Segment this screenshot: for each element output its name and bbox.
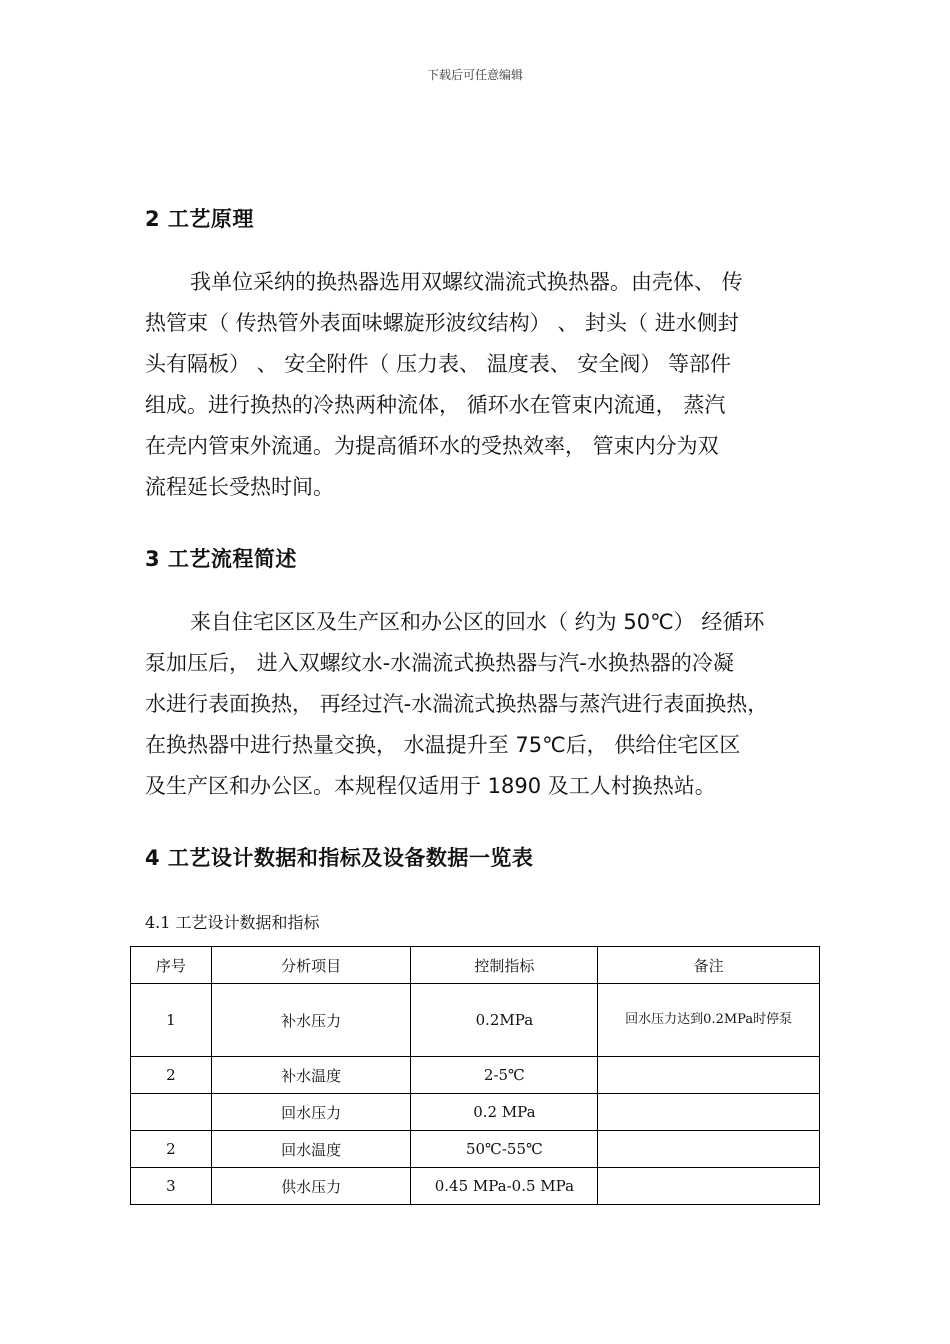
text-line: 组成。进行换热的冷热两种流体， 循环水在管束内流通， 蒸汽	[145, 393, 726, 417]
table-row	[131, 1168, 820, 1205]
table-cell: 50℃-55℃	[411, 1131, 598, 1168]
column-header: 控制指标	[411, 947, 598, 984]
text-line: 在壳内管束外流通。为提高循环水的受热效率， 管束内分为双	[145, 434, 719, 458]
table-cell: 回水温度	[211, 1131, 411, 1168]
page-header: 下载后可任意编辑	[426, 68, 523, 82]
table-row	[131, 1057, 820, 1094]
text-line: 头有隔板） 、 安全附件（ 压力表、 温度表、 安全阀） 等部件	[145, 352, 732, 376]
section-4-title: 4 工艺设计数据和指标及设备数据一览表	[145, 846, 534, 870]
text-line: 泵加压后， 进入双螺纹水-水湍流式换热器与汽-水换热器的冷凝	[145, 651, 734, 675]
table-cell: 0.2 MPa	[411, 1094, 598, 1131]
table-row	[131, 984, 820, 1057]
table-cell: 0.45 MPa-0.5 MPa	[411, 1168, 598, 1205]
table-cell: 回水压力达到0.2MPa时停泵	[598, 984, 820, 1057]
table-header-row	[131, 947, 820, 984]
table-cell	[598, 1168, 820, 1205]
table-cell	[598, 1057, 820, 1094]
table-cell	[598, 1094, 820, 1131]
table-cell: 供水压力	[211, 1168, 411, 1205]
text-line: 流程延长受热时间。	[145, 475, 334, 499]
table-row	[131, 1094, 820, 1131]
table-cell: 2	[131, 1131, 212, 1168]
section-3-title: 3 工艺流程简述	[145, 547, 297, 571]
text-line: 我单位采纳的换热器选用双螺纹湍流式换热器。由壳体、 传	[190, 270, 743, 294]
table-cell	[131, 1094, 212, 1131]
table-cell: 0.2MPa	[411, 984, 598, 1057]
table-row	[131, 1131, 820, 1168]
text-line: 在换热器中进行热量交换， 水温提升至 75℃后， 供给住宅区区	[145, 733, 741, 757]
table-cell: 补水压力	[211, 984, 411, 1057]
text-line: 及生产区和办公区。本规程仅适用于 1890 及工人村换热站。	[145, 774, 716, 798]
text-line: 来自住宅区区及生产区和办公区的回水（ 约为 50℃） 经循环	[190, 610, 765, 634]
section-3-body	[145, 602, 820, 807]
text-line: 热管束（ 传热管外表面味螺旋形波纹结构） 、 封头（ 进水侧封	[145, 311, 739, 335]
text-line: 水进行表面换热， 再经过汽-水湍流式换热器与蒸汽进行表面换热，	[145, 692, 769, 716]
table-cell: 2	[131, 1057, 212, 1094]
table-cell	[598, 1131, 820, 1168]
table-cell: 1	[131, 984, 212, 1057]
column-header: 分析项目	[211, 947, 411, 984]
subsection-title: 4.1 工艺设计数据和指标	[145, 913, 320, 932]
section-2-body	[145, 262, 820, 508]
table-cell: 2-5℃	[411, 1057, 598, 1094]
table-cell: 3	[131, 1168, 212, 1205]
table-cell: 回水压力	[211, 1094, 411, 1131]
table-cell: 补水温度	[211, 1057, 411, 1094]
section-2-title: 2 工艺原理	[145, 207, 254, 231]
process-data-table	[130, 946, 820, 1205]
column-header: 备注	[598, 947, 820, 984]
column-header: 序号	[131, 947, 212, 984]
